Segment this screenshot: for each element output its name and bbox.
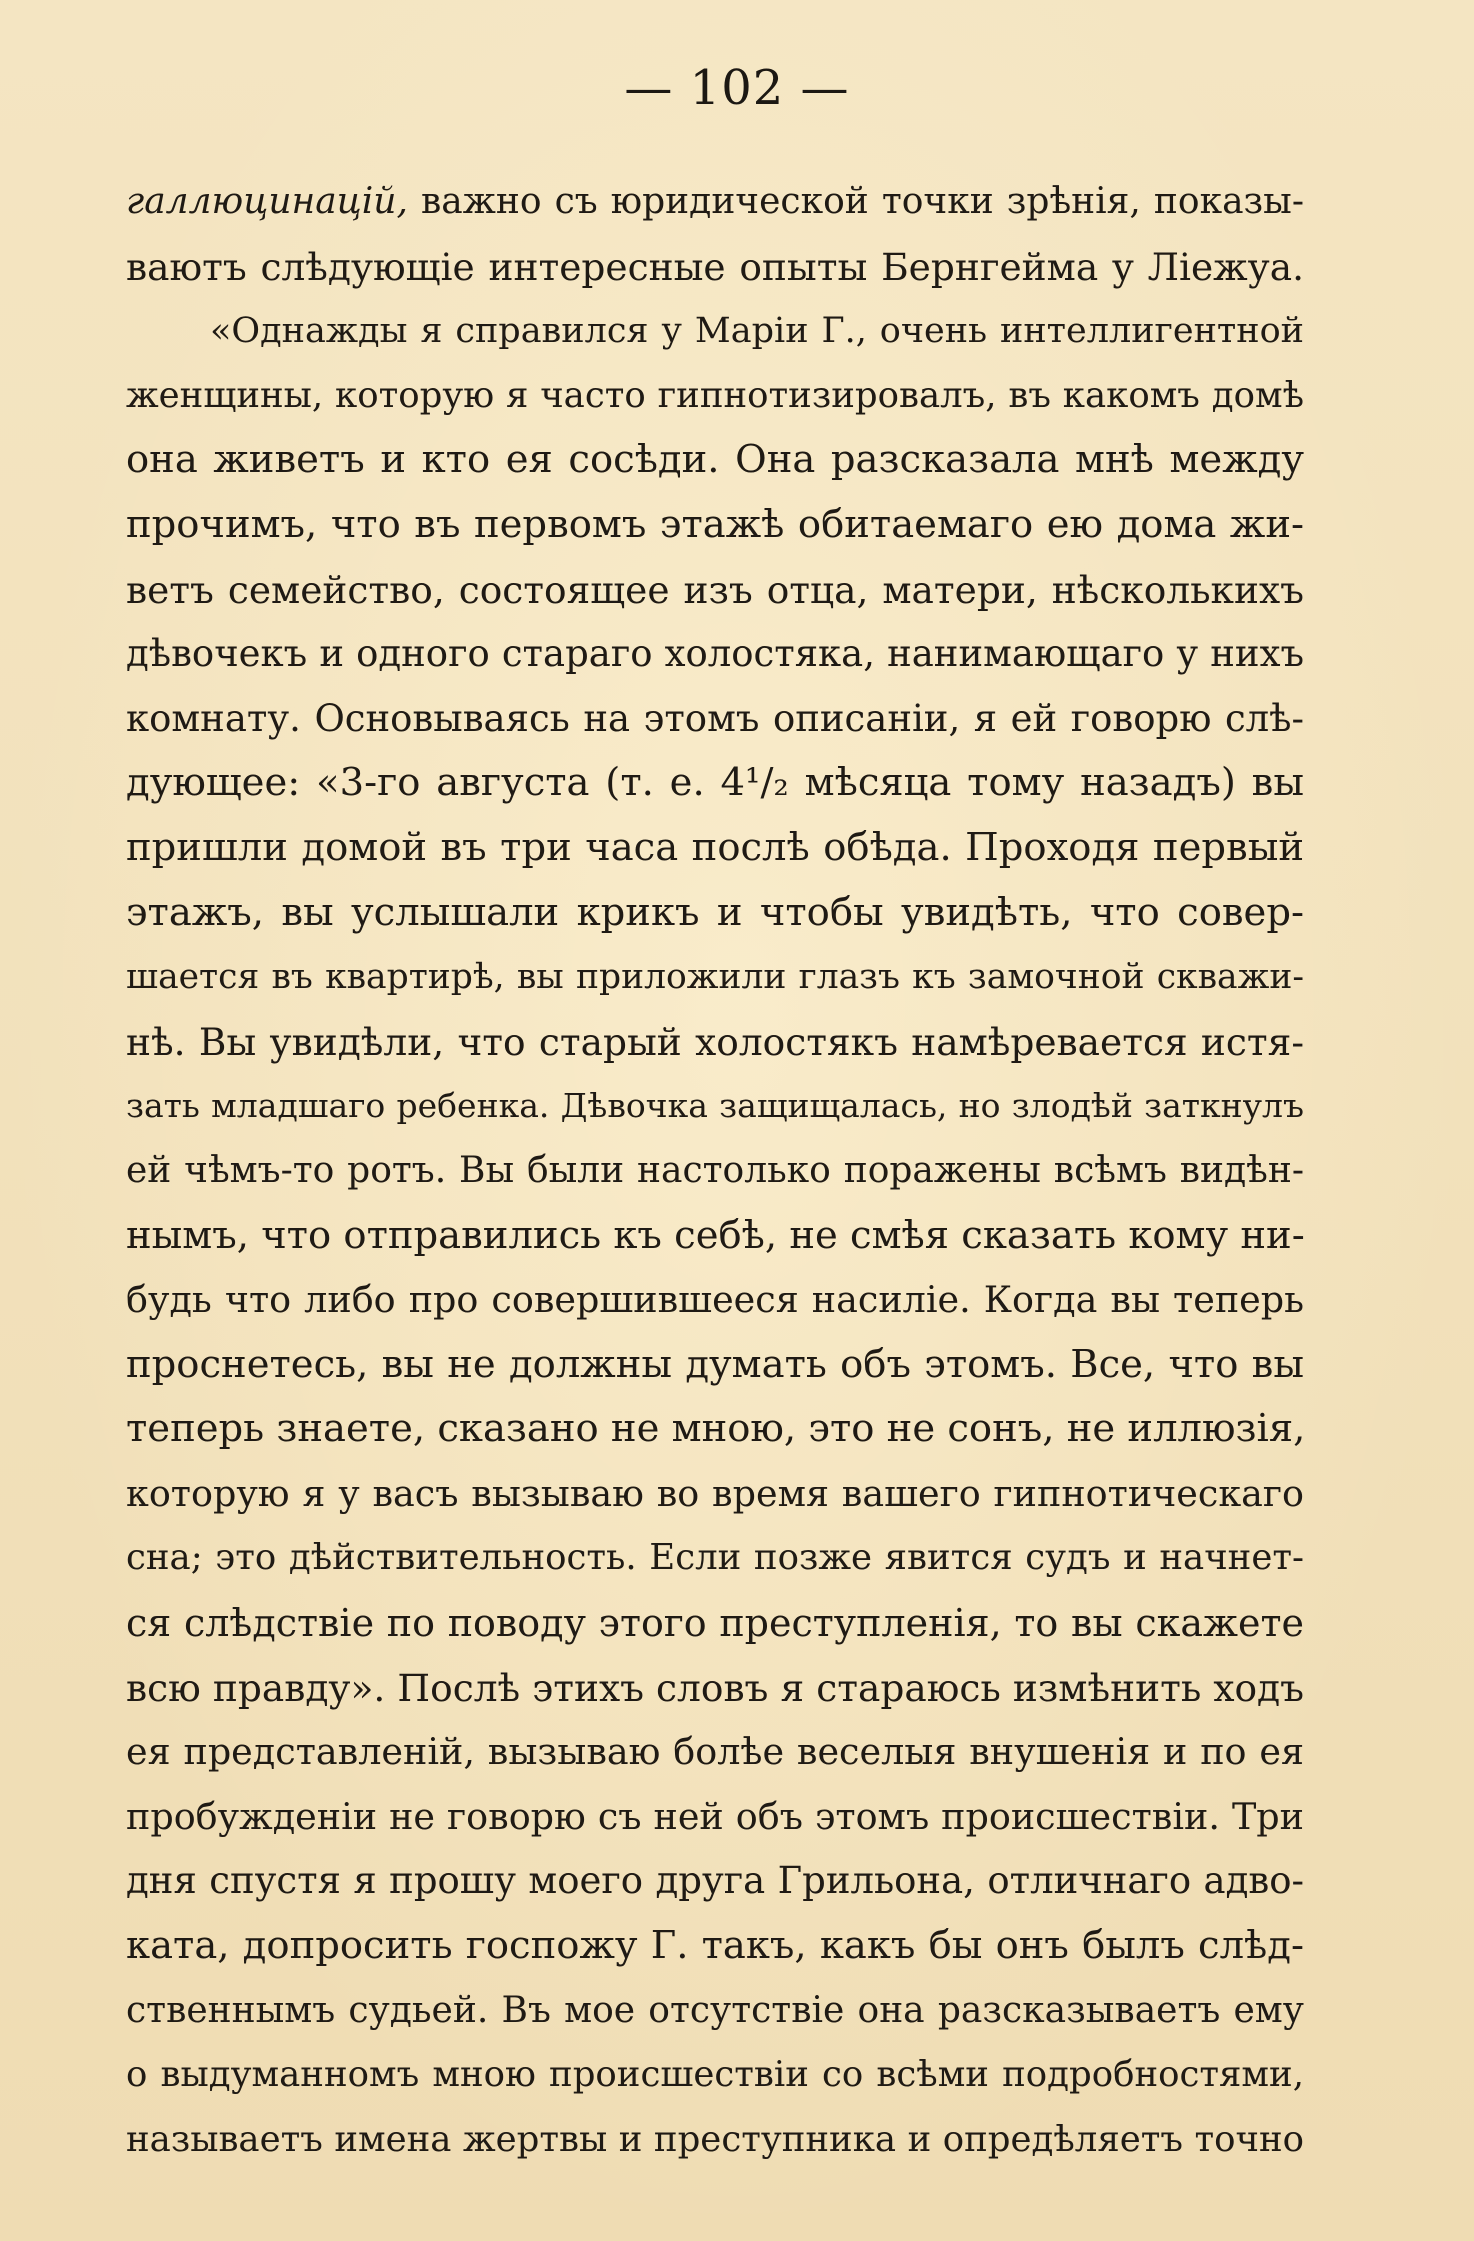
text-line: сна; это дѣйствительность. Если позже явится судъ и начнет-: [126, 1537, 1304, 1579]
text-line: пробужденіи не говорю съ ней объ этомъ происшествіи. Три: [126, 1794, 1304, 1838]
text-line: о выдуманномъ мною происшествіи со всѣми подробностями,: [126, 2054, 1304, 2096]
text-line: ственнымъ судьей. Въ мое отсутствіе она разсказываетъ ему: [126, 1989, 1304, 2031]
text-line: этажъ, вы услышали крикъ и чтобы увидѣть, что совер-: [126, 889, 1304, 935]
text-line: дня спустя я прошу моего друга Грильона, отличнаго адво-: [126, 1859, 1304, 1903]
text-line: она живетъ и кто ея сосѣди. Она разсказала мнѣ между: [126, 437, 1304, 483]
page-number: — 102 —: [624, 60, 850, 116]
text-line: нымъ, что отправились къ себѣ, не смѣя сказать кому ни-: [126, 1212, 1305, 1258]
body-text: [126, 170, 1304, 2172]
text-line: называетъ имена жертвы и преступника и опредѣляетъ точно: [126, 2118, 1304, 2160]
text-line: ваютъ слѣдующіе интересные опыты Бернгейма у Ліежуа.: [126, 244, 1304, 289]
text-line: комнату. Основываясь на этомъ описаніи, я ей говорю слѣ-: [126, 696, 1304, 740]
text-line: ей чѣмъ-то ротъ. Вы были настолько поражены всѣмъ видѣн-: [126, 1149, 1304, 1191]
text-line: шается въ квартирѣ, вы приложили глазъ къ замочной скважи-: [126, 957, 1304, 998]
text-line: теперь знаете, сказано не мною, это не сонъ, не иллюзія,: [126, 1406, 1306, 1452]
paragraph-first-line: «Однажды я справился у Маріи Г., очень интеллигентной: [210, 311, 1304, 352]
text-line: которую я у васъ вызываю во время вашего гипнотическаго: [126, 1471, 1304, 1515]
text-line: ката, допросить госпожу Г. такъ, какъ бы онъ былъ слѣд-: [126, 1923, 1304, 1969]
text-line: прочимъ, что въ первомъ этажѣ обитаемаго ею дома жи-: [126, 501, 1304, 547]
text-line: женщины, которую я часто гипнотизировалъ, въ какомъ домѣ: [126, 374, 1304, 416]
text-line: ея представленій, вызываю болѣе веселыя внушенія и по ея: [126, 1730, 1304, 1774]
text-line: дѣвочекъ и одного стараго холостяка, нанимающаго у нихъ: [126, 632, 1304, 676]
text-line: будь что либо про совершившееся насиліе. Когда вы теперь: [126, 1278, 1304, 1322]
text-line: [126, 170, 1304, 235]
text-line: нѣ. Вы увидѣли, что старый холостякъ намѣревается истя-: [126, 1019, 1304, 1064]
text-line: дующее: «3-го августа (т. е. 4¹/₂ мѣсяца тому назадъ) вы: [126, 760, 1304, 806]
text-line: пришли домой въ три часа послѣ обѣда. Проходя первый: [126, 824, 1304, 870]
text-line: проснетесь, вы не должны думать объ этомъ. Все, что вы: [126, 1341, 1304, 1387]
text-line: ветъ семейство, состоящее изъ отца, матери, нѣсколькихъ: [126, 567, 1304, 612]
text-line: зать младшаго ребенка. Дѣвочка защищалась, но злодѣй заткнулъ: [126, 1086, 1304, 1126]
text-line-rest: важно съ юридической точки зрѣнія, показы-: [421, 181, 1305, 222]
text-line: ся слѣдствіе по поводу этого преступленія, то вы скажете: [126, 1601, 1304, 1646]
text-line: всю правду». Послѣ этихъ словъ я стараюсь измѣнить ходъ: [126, 1665, 1304, 1710]
italic-term: галлюцинацій,: [126, 181, 408, 222]
